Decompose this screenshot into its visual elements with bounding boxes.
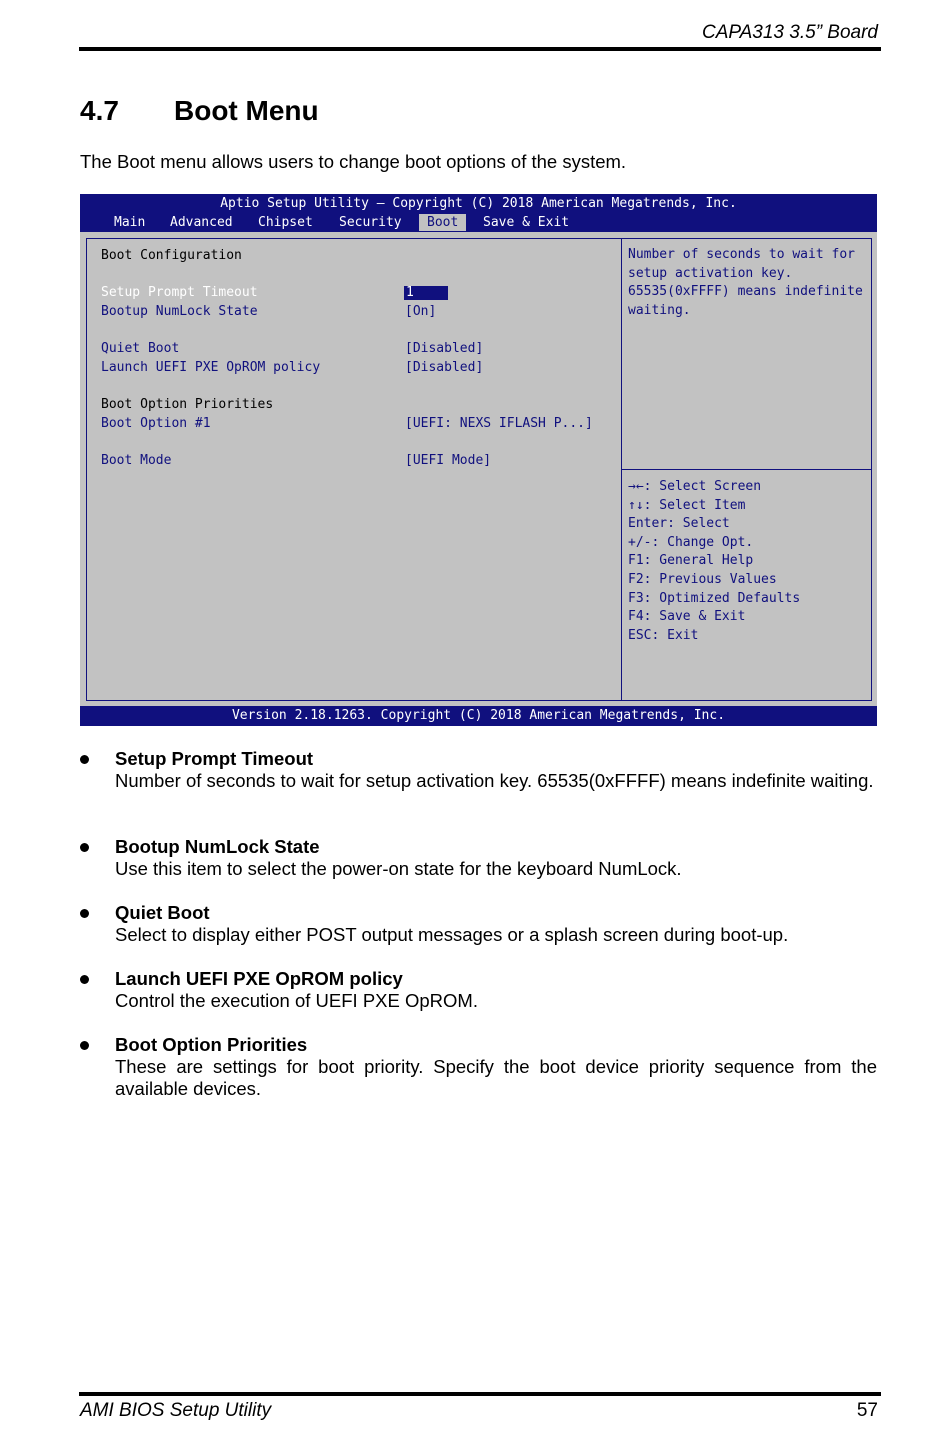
setup-prompt-timeout-label[interactable]: Setup Prompt Timeout [101, 285, 258, 300]
section-title: Boot Menu [174, 95, 319, 126]
key-f4: F4: Save & Exit [628, 609, 746, 625]
desc-launch-pxe [80, 968, 877, 1012]
intro-paragraph: The Boot menu allows users to change boot options of the system. [80, 151, 627, 172]
key-select-item: ↑↓: Select Item [628, 497, 746, 513]
tab-boot[interactable]: Boot [419, 214, 466, 231]
launch-pxe-label[interactable]: Launch UEFI PXE OpROM policy [101, 360, 321, 375]
desc-title: Setup Prompt Timeout [115, 748, 314, 769]
header-rule [79, 47, 881, 51]
bullet-icon [80, 909, 89, 918]
bootup-numlock-value[interactable]: [On] [405, 304, 437, 319]
running-header: CAPA313 3.5” Board [701, 22, 878, 43]
bullet-icon [80, 843, 89, 852]
bios-banner: Aptio Setup Utility – Copyright (C) 2018 American Megatrends, Inc. [220, 196, 737, 211]
help-line: setup activation key. [628, 265, 793, 281]
key-f3: F3: Optimized Defaults [628, 590, 801, 606]
bullet-icon [80, 1041, 89, 1050]
section-number: 4.7 [80, 95, 119, 126]
key-change-opt: +/-: Change Opt. [628, 534, 754, 550]
bios-version-bar: Version 2.18.1263. Copyright (C) 2018 American Megatrends, Inc. [80, 706, 877, 726]
key-enter: Enter: Select [628, 516, 730, 532]
bootup-numlock-label[interactable]: Bootup NumLock State [101, 304, 258, 319]
help-line: waiting. [628, 302, 691, 318]
key-select-screen: →←: Select Screen [628, 479, 762, 494]
bios-screenshot [80, 194, 877, 726]
boot-mode-value[interactable]: [UEFI Mode] [405, 453, 492, 468]
key-legend [628, 478, 873, 645]
desc-text: Number of seconds to wait for setup activation key. 65535(0xFFFF) means indefinite waiting. [115, 770, 874, 791]
desc-text: Select to display either POST output messages or a splash screen during boot-up. [115, 924, 789, 945]
tab-save-exit[interactable]: Save & Exit [483, 215, 570, 230]
tab-advanced[interactable]: Advanced [170, 215, 233, 230]
key-f2: F2: Previous Values [628, 571, 777, 587]
desc-bootup-numlock [80, 836, 877, 880]
boot-option-priorities-heading: Boot Option Priorities [101, 397, 274, 412]
boot-mode-label[interactable]: Boot Mode [101, 453, 172, 468]
desc-text: Control the execution of UEFI PXE OpROM. [115, 990, 478, 1011]
desc-title: Quiet Boot [115, 902, 210, 923]
setup-prompt-timeout-value[interactable]: 1 [404, 286, 448, 300]
desc-title: Launch UEFI PXE OpROM policy [115, 968, 403, 989]
key-esc: ESC: Exit [628, 627, 699, 643]
launch-pxe-value[interactable]: [Disabled] [405, 360, 484, 375]
boot-option-1-label[interactable]: Boot Option #1 [101, 416, 211, 431]
key-f1: F1: General Help [628, 553, 754, 569]
desc-text: These are settings for boot priority. Specify the boot device priority sequence from the available devices. [115, 1056, 877, 1099]
bios-horizontal-divider [622, 469, 871, 470]
desc-title: Boot Option Priorities [115, 1034, 308, 1055]
help-line: Number of seconds to wait for [628, 247, 855, 262]
quiet-boot-value[interactable]: [Disabled] [405, 341, 484, 356]
bullet-icon [80, 755, 89, 764]
tab-main[interactable]: Main [114, 215, 146, 230]
tab-security[interactable]: Security [339, 215, 402, 230]
desc-text: Use this item to select the power-on state for the keyboard NumLock. [115, 858, 682, 879]
desc-title: Bootup NumLock State [115, 836, 320, 857]
desc-setup-prompt-timeout [80, 748, 877, 792]
desc-boot-option-priorities [80, 1034, 877, 1100]
boot-option-1-value[interactable]: [UEFI: NEXS IFLASH P...] [405, 416, 593, 431]
bios-title-bar [80, 194, 877, 232]
help-line: 65535(0xFFFF) means indefinite [628, 284, 863, 300]
footer-rule [79, 1392, 881, 1396]
quiet-boot-label[interactable]: Quiet Boot [101, 341, 180, 356]
page-number: 57 [856, 1400, 878, 1421]
desc-quiet-boot [80, 902, 877, 946]
running-footer: AMI BIOS Setup Utility [80, 1400, 272, 1421]
boot-configuration-heading: Boot Configuration [101, 248, 242, 263]
bullet-icon [80, 975, 89, 984]
help-panel [628, 246, 873, 320]
tab-chipset[interactable]: Chipset [258, 215, 313, 230]
